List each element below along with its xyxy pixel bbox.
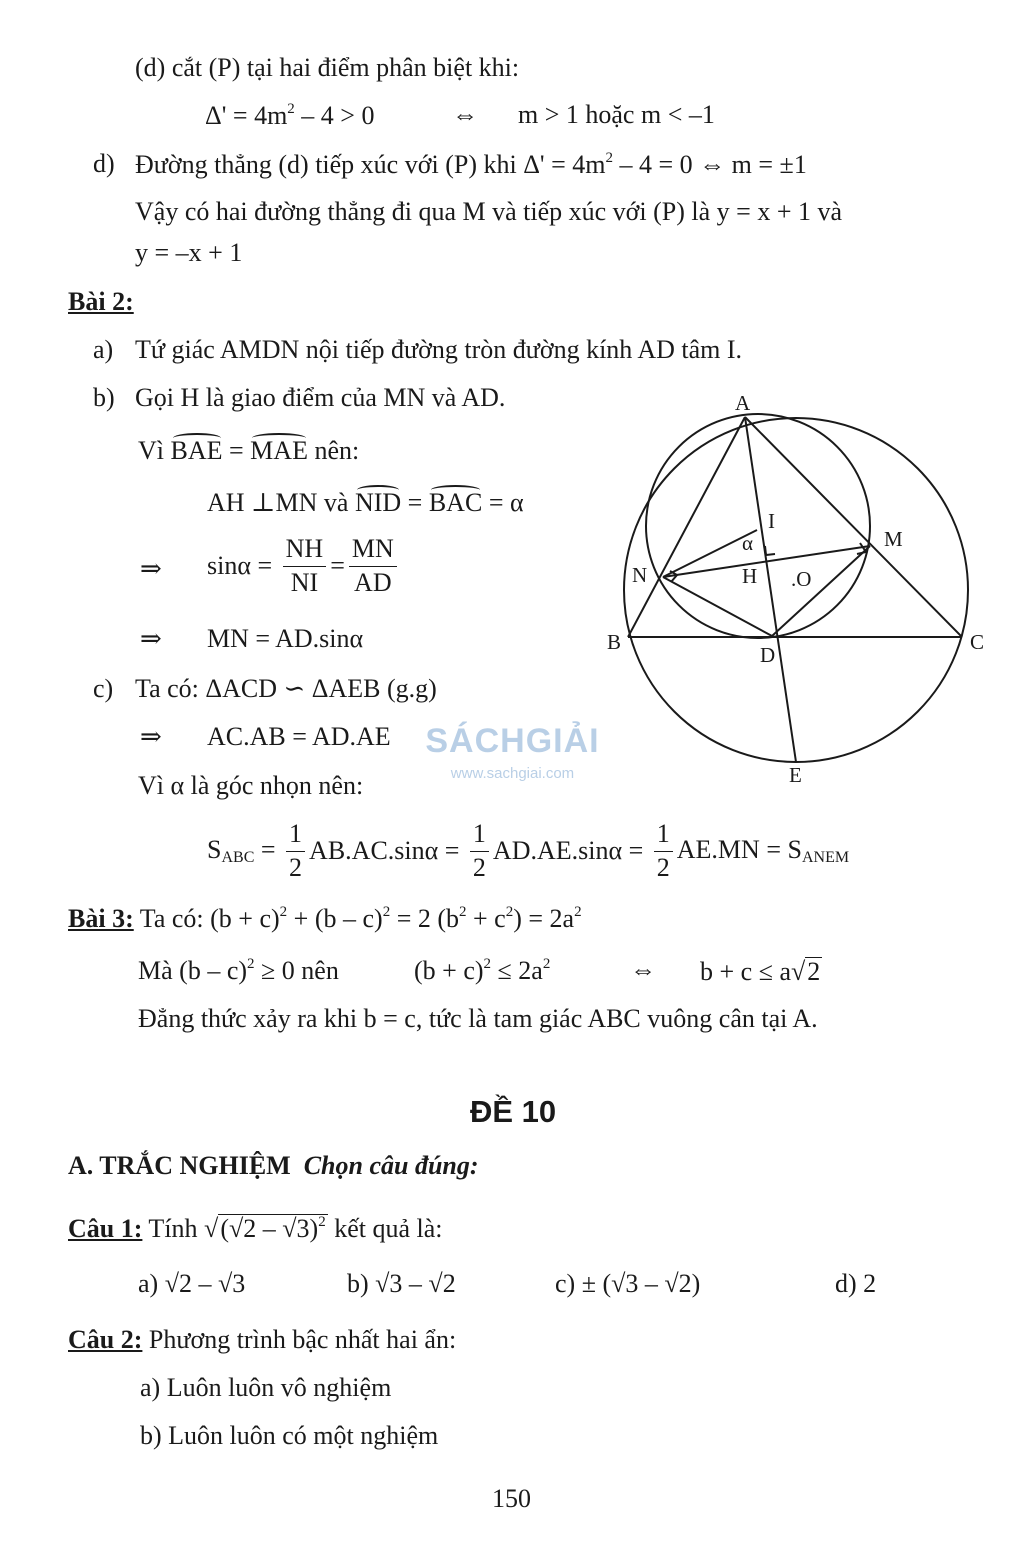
section-title: Bài 3: — [68, 904, 134, 933]
circle-i — [646, 414, 870, 638]
text-line: Mà (b – c)$^2$ ≥ 0 nên — [138, 956, 339, 985]
text: Δ' = 4m — [205, 101, 288, 130]
text-line: m > 1 hoặc m < –1 — [518, 100, 715, 129]
geometry-figure — [590, 385, 1000, 795]
text-line: $(b + c)^2 \le 2a^2$ — [414, 956, 551, 985]
item-label: d) — [93, 149, 115, 178]
label-o: .O — [791, 567, 812, 591]
numerator: MN — [349, 533, 397, 567]
text: = — [330, 551, 345, 580]
equivalence-arrow: ⇔ — [630, 955, 656, 984]
text: = α — [482, 488, 524, 517]
text: nên: — [307, 436, 360, 465]
numerator: 1 — [654, 818, 673, 852]
page-number: 150 — [492, 1484, 531, 1513]
text: Phương trình bậc nhất hai ẩn: — [142, 1325, 457, 1354]
angle-arc: NID — [354, 488, 402, 517]
denominator: AD — [354, 567, 392, 597]
label-c: C — [970, 630, 985, 654]
fraction — [349, 533, 397, 599]
option-a: a) Luôn luôn vô nghiệm — [140, 1373, 392, 1402]
text-line: y = –x + 1 — [135, 238, 243, 267]
label-b: B — [607, 630, 622, 654]
denominator: 2 — [289, 852, 303, 882]
equivalence-arrow: ⇔ — [699, 150, 726, 179]
fraction — [283, 533, 327, 599]
numerator: NH — [283, 533, 327, 567]
sin-formula — [207, 533, 401, 599]
watermark — [405, 722, 620, 782]
superscript: 2 — [287, 101, 295, 117]
radical-sign: √ — [791, 957, 806, 986]
text-line: (d) cắt (P) tại hai điểm phân biệt khi: — [135, 53, 520, 82]
radicand: 2 — [807, 957, 821, 986]
implies-arrow: ⇒ — [140, 624, 162, 653]
text-line: Tứ giác AMDN nội tiếp đường tròn đường kính AD tâm I. — [135, 335, 743, 364]
option-b: b) √3 – √2 — [347, 1269, 456, 1298]
fraction — [286, 818, 305, 884]
section-title: Bài 2: — [68, 287, 134, 316]
numerator: 1 — [470, 818, 489, 852]
label-alpha: α — [742, 531, 754, 555]
text-line: Ta có: ΔACD ∽ ΔAEB (g.g) — [135, 674, 437, 703]
section-heading — [68, 1153, 479, 1179]
implies-arrow: ⇒ — [140, 554, 162, 583]
equation-line — [205, 102, 374, 129]
label-n: N — [632, 563, 648, 587]
watermark-brand: SÁCHGIẢI — [425, 722, 600, 760]
superscript: 2 — [605, 150, 613, 166]
angle-arc: BAC — [428, 488, 483, 517]
label-d: D — [760, 643, 776, 667]
question-label: Câu 1: — [68, 1214, 143, 1243]
text-line: Gọi H là giao điểm của MN và AD. — [135, 383, 506, 412]
implies-arrow: ⇒ — [140, 722, 162, 751]
question-1 — [68, 1214, 443, 1242]
text-line: Đẳng thức xảy ra khi b = c, tức là tam giác ABC vuông cân tại A. — [138, 1004, 818, 1033]
denominator: 2 — [472, 852, 486, 882]
text-line: Vậy có hai đường thẳng đi qua M và tiếp xúc với (P) là y = x + 1 và — [135, 197, 843, 226]
text: = — [401, 488, 429, 517]
question-label: Câu 2: — [68, 1325, 143, 1354]
segment-ac — [745, 417, 962, 637]
text: sinα = — [207, 551, 273, 580]
item-label: b) — [93, 383, 115, 412]
text: m = ±1 — [725, 150, 807, 179]
label-i: I — [768, 509, 775, 533]
text-line — [138, 438, 359, 464]
option-c: c) ± (√3 – √2) — [555, 1269, 701, 1298]
label-e: E — [789, 763, 802, 787]
text-line: MN = AD.sinα — [207, 624, 364, 653]
text: $AE.MN = S_{ANEM}$ — [676, 835, 850, 866]
text-line — [135, 151, 807, 178]
angle-arc: MAE — [250, 436, 308, 465]
denominator: NI — [290, 567, 319, 597]
text: Chọn câu đúng: — [303, 1151, 479, 1180]
area-formula — [207, 818, 849, 884]
label-h: H — [742, 564, 758, 588]
text: $S_{ABC}$ = — [207, 835, 276, 866]
item-label: a) — [93, 335, 114, 364]
text: AB.AC.sinα = — [309, 836, 460, 865]
text-line: Bài 3: Ta có: $(b + c)^2 + (b - c)^2 = 2$ $(b^2 + c^2) = 2a^2$ — [68, 904, 582, 933]
segment-ae — [745, 417, 796, 762]
text: A. TRẮC NGHIỆM — [68, 1151, 291, 1180]
text: Vì — [138, 436, 171, 465]
text: Đường thẳng (d) tiếp xúc với (P) khi Δ' = 4m — [135, 150, 606, 179]
fraction — [654, 818, 673, 884]
fraction — [470, 818, 489, 884]
angle-arc: BAE — [170, 436, 223, 465]
option-b: b) Luôn luôn có một nghiệm — [140, 1421, 439, 1450]
text: AH ⊥MN và — [207, 488, 355, 517]
right-angle-h — [765, 546, 775, 555]
option-a: a) √2 – √3 — [138, 1269, 246, 1298]
text: = — [222, 436, 251, 465]
text-line — [207, 490, 524, 516]
text: Ta có: (b + c) — [133, 904, 280, 933]
equivalence-arrow: ⇔ — [452, 100, 478, 129]
label-m: M — [884, 527, 903, 551]
segment-md — [772, 546, 870, 636]
label-a: A — [735, 391, 751, 415]
text-line: b + c ≤ a√2 — [700, 957, 821, 986]
denominator: 2 — [656, 852, 670, 882]
option-d: d) 2 — [835, 1269, 877, 1298]
watermark-url: www.sachgiai.com — [450, 765, 575, 782]
text-line: AC.AB = AD.AE — [207, 722, 391, 751]
text: AD.AE.sinα = — [492, 836, 644, 865]
text: – 4 = 0 — [613, 150, 700, 179]
numerator: 1 — [286, 818, 305, 852]
item-label: c) — [93, 674, 114, 703]
text-line: Vì α là góc nhọn nên: — [138, 771, 364, 800]
question-2 — [68, 1327, 456, 1353]
text: Tính — [142, 1214, 205, 1243]
text: – 4 > 0 — [294, 101, 375, 130]
radical-expression: √(√2 – √3)$^2$ — [204, 1214, 326, 1243]
exam-title: ĐỀ 10 — [470, 1094, 557, 1129]
text: kết quả là: — [327, 1214, 443, 1243]
